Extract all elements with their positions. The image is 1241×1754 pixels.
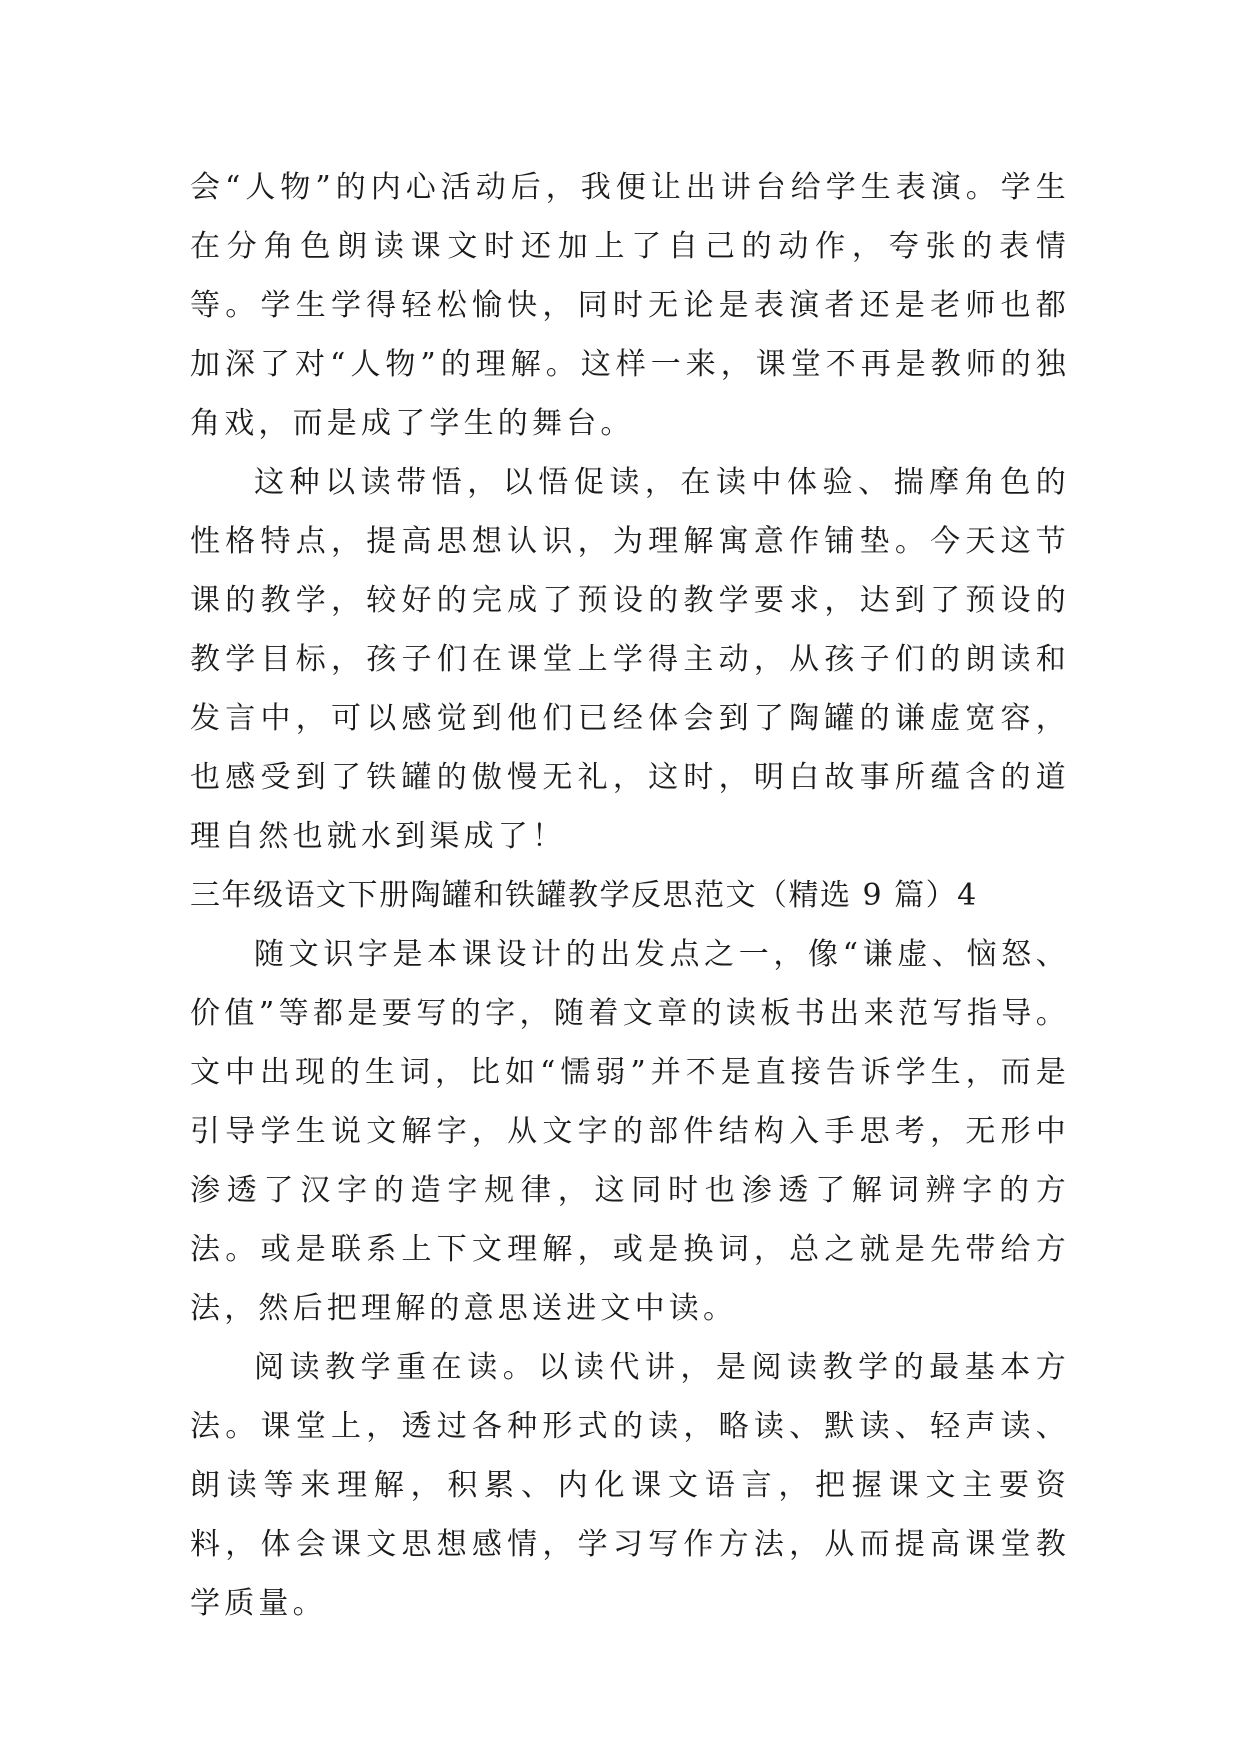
- paragraph-1: 会“人物”的内心活动后，我便让出讲台给学生表演。学生在分角色朗读课文时还加上了自己的动作，夸张的表情等。学生学得轻松愉快，同时无论是表演者还是老师也都加深了对“人物”的理解。这样一来，课堂不再是教师的独角戏，而是成了学生的舞台。: [190, 170, 1070, 441]
- document-body: [190, 158, 1070, 1633]
- paragraph-2: 这种以读带悟，以悟促读，在读中体验、揣摩角色的性格特点，提高思想认识，为理解寓意作铺垫。今天这节课的教学，较好的完成了预设的教学要求，达到了预设的教学目标，孩子们在课堂上学得主动，从孩子们的朗读和发言中，可以感觉到他们已经体会到了陶罐的谦虚宽容，也感受到了铁罐的傲慢无礼，这时，明白故事所蕴含的道理自然也就水到渠成了！: [190, 465, 1070, 854]
- paragraph-4: 阅读教学重在读。以读代讲，是阅读教学的最基本方法。课堂上，透过各种形式的读，略读、默读、轻声读、朗读等来理解，积累、内化课文语言，把握课文主要资料，体会课文思想感情，学习写作方法，从而提高课堂教学质量。: [190, 1350, 1070, 1621]
- section-heading: 三年级语文下册陶罐和铁罐教学反思范文（精选 9 篇）4: [190, 878, 978, 913]
- paragraph-3: 随文识字是本课设计的出发点之一，像“谦虚、恼怒、价值”等都是要写的字，随着文章的读板书出来范写指导。文中出现的生词，比如“懦弱”并不是直接告诉学生，而是引导学生说文解字，从文字的部件结构入手思考，无形中渗透了汉字的造字规律，这同时也渗透了解词辨字的方法。或是联系上下文理解，或是换词，总之就是先带给方法，然后把理解的意思送进文中读。: [190, 937, 1070, 1326]
